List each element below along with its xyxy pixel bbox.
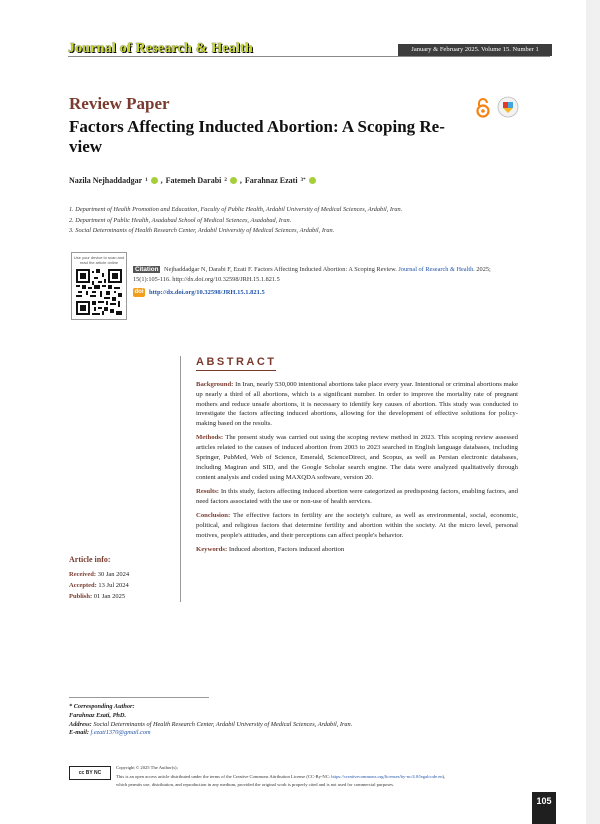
corresponding-title: * Corresponding Author: bbox=[69, 703, 135, 710]
author-name: Nazila Nejhaddadgar bbox=[69, 176, 143, 185]
crossmark-icon[interactable] bbox=[496, 96, 520, 120]
corresponding-rule bbox=[69, 697, 209, 698]
affiliation: 3. Social Determinants of Health Research Center, Ardabil University of Medical Sciences, Ardabil, Iran. bbox=[69, 227, 335, 234]
journal-title: Journal of Research & Health bbox=[68, 41, 253, 56]
qr-code-icon[interactable] bbox=[76, 269, 122, 315]
paper-type: Review Paper bbox=[69, 94, 170, 113]
background-text: In Iran, nearly 530,000 intentional abortions take place every year. Intentional or criminal abortions make up nearly a third of all abortions, which is a significant number. In order to improve the mortality rate of pregnant mothers and reduce unsafe abortions, it is necessary to identify key causes of abortion. This study was conducted to investigate the factors affecting induced abortions, allowing for the development of effective solutions for policy-making based on the results. bbox=[196, 381, 518, 428]
cc-license-icon[interactable]: cc BY NC bbox=[69, 766, 111, 780]
orcid-icon[interactable] bbox=[309, 177, 316, 184]
doi-icon: doi bbox=[134, 289, 144, 295]
accepted-date: 13 Jul 2024 bbox=[98, 582, 129, 589]
orcid-icon[interactable] bbox=[151, 177, 158, 184]
affiliation: 1. Department of Health Promotion and Education, Faculty of Public Health, Ardabil University of Medical Sciences, Ardabil, Iran. bbox=[69, 206, 403, 213]
received-label: Received: bbox=[69, 571, 97, 578]
abstract-heading: ABSTRACT bbox=[196, 356, 277, 368]
results-label: Results: bbox=[196, 487, 220, 495]
address-text: Social Determinants of Health Research Center, Ardabil University of Medical Sciences, Ardabil, Iran. bbox=[93, 720, 353, 728]
abstract-body bbox=[196, 380, 518, 559]
email-label: E-mail: bbox=[69, 729, 89, 737]
qr-caption: Use your device to scan and read the article online bbox=[73, 255, 125, 265]
article-info bbox=[69, 569, 129, 602]
doi-row bbox=[133, 288, 265, 297]
issue-label: January & February 2025. Volume 15. Number 1 bbox=[398, 44, 552, 56]
citation-text bbox=[133, 265, 508, 285]
citation-journal: Journal of Research & Health. bbox=[398, 266, 475, 273]
methods-text: The present study was carried out using the scoping review method in 2023. This scoping review assessed articles related to the causes of induced abortion from 2003 to 2023 searched in English language databases, including Springer, PubMed, Web of Science, Emerald, ScienceDirect, and Scopus, as well as Persian electronic databases, including Magiran and SID, and the Google Scholar search engine. The data were analyzed qualitatively through content analysis and coded using MAXQDA software, version 20. bbox=[196, 434, 518, 481]
orcid-icon[interactable] bbox=[230, 177, 237, 184]
email-link[interactable]: f.ezati1370@gmail.com bbox=[90, 729, 151, 737]
results-text: In this study, factors affecting induced abortion were categorized as predisposing factors, enabling factors, and need factors associated with the use or non-use of health services. bbox=[196, 487, 518, 505]
abstract-underline bbox=[196, 370, 276, 371]
author-name: Fatemeh Darabi bbox=[165, 176, 222, 185]
license-line-1: This is an open access article distributed under the terms of the Creative Commons Attribution License (CC-By-NC: bbox=[116, 773, 331, 779]
license-text: Copyright © 2025 The Author(s); This is an open access article distributed under the terms of the Creative Commons Attribution License (CC-By-NC: https://creativecommons.org/licenses/by-nc/4.0/legalcode.en), which permits use, distribution, and reproduction in any medium, provided the original work is properly cited and is not used for commercial purposes. bbox=[116, 764, 526, 790]
citation-body: Nejhaddadgar N, Darabi F, Ezati F. Factors Affecting Inducted Abortion: A Scoping Review. bbox=[164, 266, 397, 273]
accepted-label: Accepted: bbox=[69, 582, 97, 589]
author-name: Farahnaz Ezati bbox=[244, 176, 298, 185]
side-margin-bar bbox=[586, 0, 600, 824]
copyright-line: Copyright © 2025 The Author(s); bbox=[116, 765, 178, 770]
conclusion-text: The effective factors in fertility are the society's culture, as well as environmental, social, economic, political, and religious factors that determine fertility and abortion within the society. At the micro level, personal motives, people's attitudes, and their perceptions can affect people's behavior. bbox=[196, 512, 518, 539]
license-link[interactable]: https://creativecommons.org/licenses/by-nc/4.0/legalcode.en bbox=[331, 773, 443, 779]
author-affil: 2 bbox=[224, 178, 227, 183]
address-label: Address: bbox=[69, 720, 92, 728]
license-line-2: which permits use, distribution, and reproduction in any medium, provided the original work is properly cited and is not used for commercial purposes. bbox=[116, 782, 395, 788]
page-number: 105 bbox=[532, 792, 556, 824]
affiliation: 2. Department of Public Health, Asadabad School of Medical Sciences, Asadabad, Iran. bbox=[69, 216, 292, 224]
corresponding-name: Farahnaz Ezati, PhD. bbox=[69, 711, 127, 719]
author-affil: 3* bbox=[300, 178, 306, 183]
citation-ref: 2025; 15(1):105-116. http://dx.doi.org/10.32598/JRH.15.1.821.5 bbox=[133, 266, 491, 283]
open-access-icon bbox=[476, 98, 490, 118]
article-info-title: Article info: bbox=[69, 555, 111, 564]
qr-panel bbox=[71, 252, 127, 320]
keywords-label: Keywords: bbox=[196, 545, 228, 553]
author-affil: 1 bbox=[145, 178, 148, 183]
methods-label: Methods: bbox=[196, 434, 224, 442]
affiliation-list bbox=[69, 205, 402, 237]
citation-label: Citation bbox=[135, 266, 159, 273]
publish-date: 01 Jan 2025 bbox=[93, 593, 126, 600]
background-label: Background: bbox=[196, 381, 234, 388]
doi-link[interactable]: http://dx.doi.org/10.32598/JRH.15.1.821.5 bbox=[149, 289, 265, 296]
keywords-text: Induced abortion, Factors induced abortion bbox=[228, 545, 345, 553]
author-list: Nazila Nejhaddadgar 1 , Fatemeh Darabi 2 , Farahnaz Ezati 3* bbox=[69, 176, 316, 185]
received-date: 30 Jan 2024 bbox=[97, 571, 130, 578]
corresponding-author bbox=[69, 703, 352, 738]
publish-label: Publish: bbox=[69, 593, 93, 600]
conclusion-label: Conclusion: bbox=[196, 512, 231, 520]
abstract-divider bbox=[180, 356, 181, 602]
paper-title: Factors Affecting Inducted Abortion: A Scoping Re-view bbox=[69, 117, 445, 156]
header-rule bbox=[68, 56, 550, 57]
